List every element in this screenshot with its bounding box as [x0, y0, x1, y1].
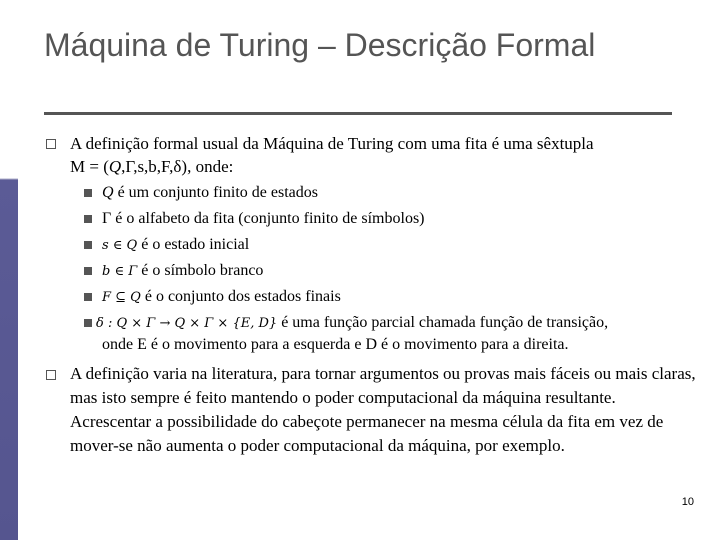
title-underline — [44, 112, 672, 115]
sub-item-transition-continuation: onde E é o movimento para a esquerda e D é o movimento para a direita. — [102, 336, 569, 353]
sub-item-blank-symbol: b ∈ Γ é o símbolo branco — [102, 262, 264, 279]
sub-bullet-icon — [84, 319, 92, 327]
second-paragraph: A definição varia na literatura, para tornar argumentos ou provas mais fáceis ou mais claras, mas isto sempre é feito mantendo o poder computacional da máquina resultante. Acrescentar a possibilidade do cabeçote permanecer na mesma célula da fita em vez de mover-se não aumenta o poder computacional da máquina, por exemplo. — [70, 364, 696, 455]
sub-bullet-icon — [84, 215, 92, 223]
slide-title: Máquina de Turing – Descrição Formal — [44, 27, 596, 63]
sub-item-transition-function: δ : Q × Γ → Q × Γ × {E, D} é uma função parcial chamada função de transição, — [96, 314, 609, 331]
sub-item-final-states: F ⊆ Q é o conjunto dos estados finais — [102, 288, 341, 305]
sub-item-states: Q é um conjunto finito de estados — [102, 184, 318, 201]
bullet-square-icon — [46, 139, 56, 149]
sub-item-initial-state: s ∈ Q é o estado inicial — [102, 236, 250, 253]
left-decorative-bar — [0, 0, 18, 540]
intro-line-2: M = (Q,Γ,s,b,F,δ), onde: — [70, 157, 234, 176]
page-number: 10 — [681, 496, 694, 508]
intro-paragraph — [70, 132, 700, 178]
sub-bullet-icon — [84, 293, 92, 301]
intro-line-1: A definição formal usual da Máquina de Turing com uma fita é uma sêxtupla — [70, 134, 594, 153]
sub-item-alphabet: Γ é o alfabeto da fita (conjunto finito de símbolos) — [102, 210, 425, 227]
sub-bullet-icon — [84, 267, 92, 275]
bullet-square-icon — [46, 370, 56, 380]
sub-bullet-icon — [84, 241, 92, 249]
sub-bullet-icon — [84, 189, 92, 197]
